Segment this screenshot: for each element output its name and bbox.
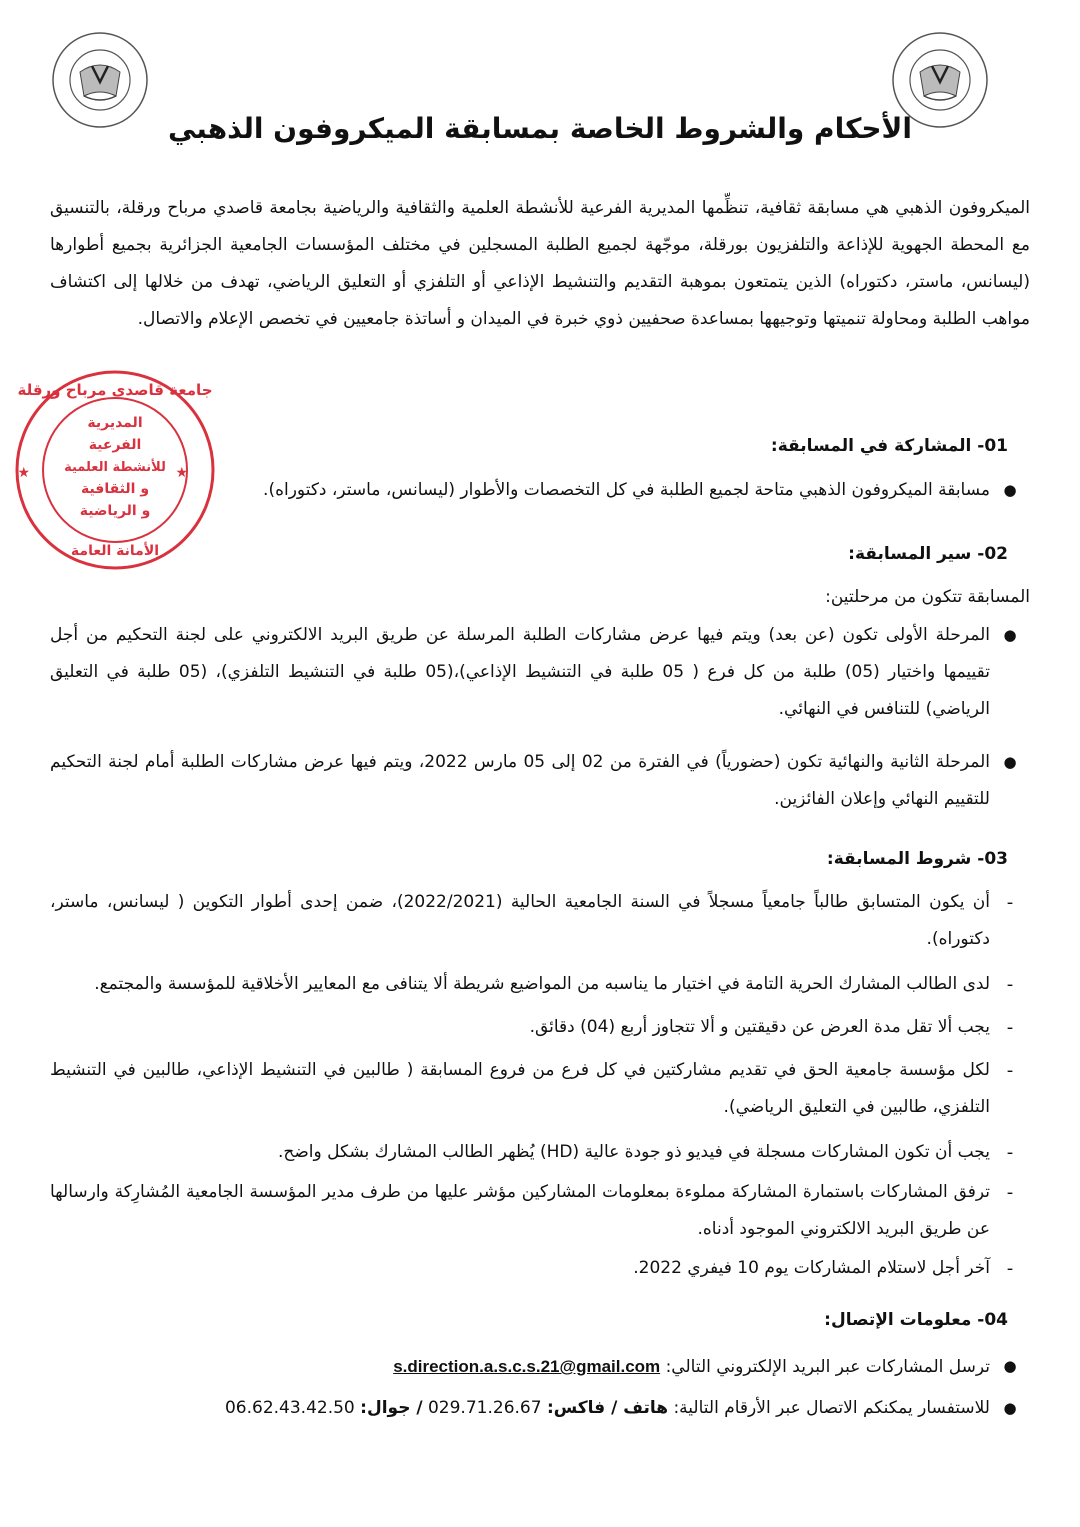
- mobile-number: 06.62.43.42.50: [224, 1398, 355, 1418]
- dash-icon: [990, 884, 1030, 922]
- page-title: الأحكام والشروط الخاصة بمسابقة الميكروفون الذهبي: [167, 112, 913, 145]
- mobile-label: / جوال:: [360, 1398, 423, 1418]
- official-stamp: [10, 365, 220, 575]
- stamp-line: المديرية: [87, 415, 143, 431]
- stamp-outer-text: جامعة قاصدي مرباح ورقلة: [17, 381, 213, 399]
- list-item: - يجب ألا تقل مدة العرض عن دقيقتين و ألا تتجاوز أربع (04) دقائق.: [50, 1009, 1030, 1047]
- bullet-icon: [990, 744, 1030, 781]
- section-heading-conditions: 03- شروط المسابقة:: [826, 849, 1008, 869]
- dash-icon: [990, 1134, 1030, 1172]
- dash-icon: [990, 1250, 1030, 1288]
- dash-icon: [990, 1174, 1030, 1212]
- list-item: - لدى الطالب المشارك الحرية التامة في اختيار ما يناسبه من المواضيع شريطة ألا يتنافى مع المعايير الأخلاقية للمؤسسة والمجتمع.: [50, 966, 1030, 1004]
- stamp-line: و الثقافية: [80, 481, 150, 497]
- email-link[interactable]: s.direction.a.s.c.s.21@gmail.com: [393, 1357, 661, 1376]
- list-item: - لكل مؤسسة جامعية الحق في تقديم مشاركتين في كل فرع من فروع المسابقة ( طالبين في التنشيط الإذاعي، طالبين في التنشيط التلفزي، طالبين في التعليق الرياضي).: [50, 1052, 1030, 1126]
- list-item: ● المرحلة الثانية والنهائية تكون (حضورياً) في الفترة من 02 إلى 05 مارس 2022، ويتم فيها عرض مشاركات الطلبة أمام لجنة التحكيم للتقييم النهائي وإعلان الفائزين.: [50, 744, 1030, 818]
- bullet-icon: [990, 1348, 1030, 1385]
- svg-text:★: ★: [175, 465, 188, 481]
- section-heading-contact: 04- معلومات الإتصال:: [824, 1310, 1008, 1330]
- stamp-line: للأنشطة العلمية: [64, 460, 166, 475]
- list-item: [50, 1390, 1030, 1427]
- dash-icon: [990, 1052, 1030, 1090]
- list-item: - ترفق المشاركات باستمارة المشاركة مملوءة بمعلومات المشاركين مؤشر عليها من طرف مدير المؤسسة الجامعية المُشارِكة وارسالها عن طريق البريد الالكتروني الموجود أدناه.: [50, 1174, 1030, 1248]
- list-item: ● مسابقة الميكروفون الذهبي متاحة لجميع الطلبة في كل التخصصات والأطوار (ليسانس، ماستر، دكتوراه).: [50, 472, 1030, 509]
- phone-fax-number: 029.71.26.67: [427, 1398, 542, 1418]
- section-heading-participation: 01- المشاركة في المسابقة:: [770, 436, 1008, 456]
- university-logo-left: [50, 30, 150, 130]
- list-item: ● المرحلة الأولى تكون (عن بعد) ويتم فيها عرض مشاركات الطلبة المرسلة عن طريق البريد الالكتروني على لجنة التحكيم من أجل تقييمها واختيار (05) طلبة من كل فرع ( 05 طلبة في التنشيط الإذاعي)،(05 طلبة في التنشيط التلفزي)، (05 طلبة في التعليق الرياضي) للتنافس في النهائي.: [50, 617, 1030, 728]
- section-lead: المسابقة تتكون من مرحلتين:: [825, 587, 1030, 607]
- list-item: [50, 1348, 1030, 1386]
- dash-icon: [990, 966, 1030, 1004]
- list-item: - يجب أن تكون المشاركات مسجلة في فيديو ذو جودة عالية (HD) يُظهر الطالب المشارك بشكل واضح.: [50, 1134, 1030, 1172]
- bullet-icon: [990, 1390, 1030, 1427]
- list-item: - آخر أجل لاستلام المشاركات يوم 10 فيفري 2022.: [50, 1250, 1030, 1288]
- stamp-line: الفرعية: [88, 437, 142, 453]
- stamp-line: الأمانة العامة: [70, 543, 160, 559]
- dash-icon: [990, 1009, 1030, 1047]
- bullet-icon: [990, 617, 1030, 654]
- svg-text:★: ★: [17, 465, 30, 481]
- phone-fax-label: هاتف / فاكس:: [546, 1398, 669, 1418]
- list-item: - أن يكون المتسابق طالباً جامعياً مسجلاً في السنة الجامعية الحالية (2022/2021)، ضمن إحدى أطوار التكوين ( ليسانس، ماستر، دكتوراه).: [50, 884, 1030, 958]
- stamp-line: و الرياضية: [79, 503, 151, 519]
- phone-label: للاستفسار يمكنكم الاتصال عبر الأرقام التالية:: [673, 1398, 990, 1418]
- intro-paragraph: الميكروفون الذهبي هي مسابقة ثقافية، تنظِّمها المديرية الفرعية للأنشطة العلمية والثقافية والرياضية بجامعة قاصدي مرباح ورقلة، بالتنسيق مع المحطة الجهوية للإذاعة والتلفزيون بورقلة، موجّهة لجميع الطلبة المسجلين في مختلف المؤسسات الجامعية الجزائرية بجميع أطوارها (ليسانس، ماستر، دكتوراه) الذين يتمتعون بموهبة التقديم والتنشيط الإذاعي أو التلفزي أو التعليق الرياضي، تهدف من خلالها إلى اكتشاف مواهب الطلبة ومحاولة تنميتها وتوجيهها بمساعدة صحفيين ذوي خبرة في الميدان و أساتذة جامعيين في تخصص الإعلام والاتصال.: [50, 198, 1030, 329]
- section-heading-progress: 02- سير المسابقة:: [848, 544, 1008, 564]
- email-label: ترسل المشاركات عبر البريد الإلكتروني التالي:: [665, 1357, 990, 1377]
- bullet-icon: [990, 472, 1030, 509]
